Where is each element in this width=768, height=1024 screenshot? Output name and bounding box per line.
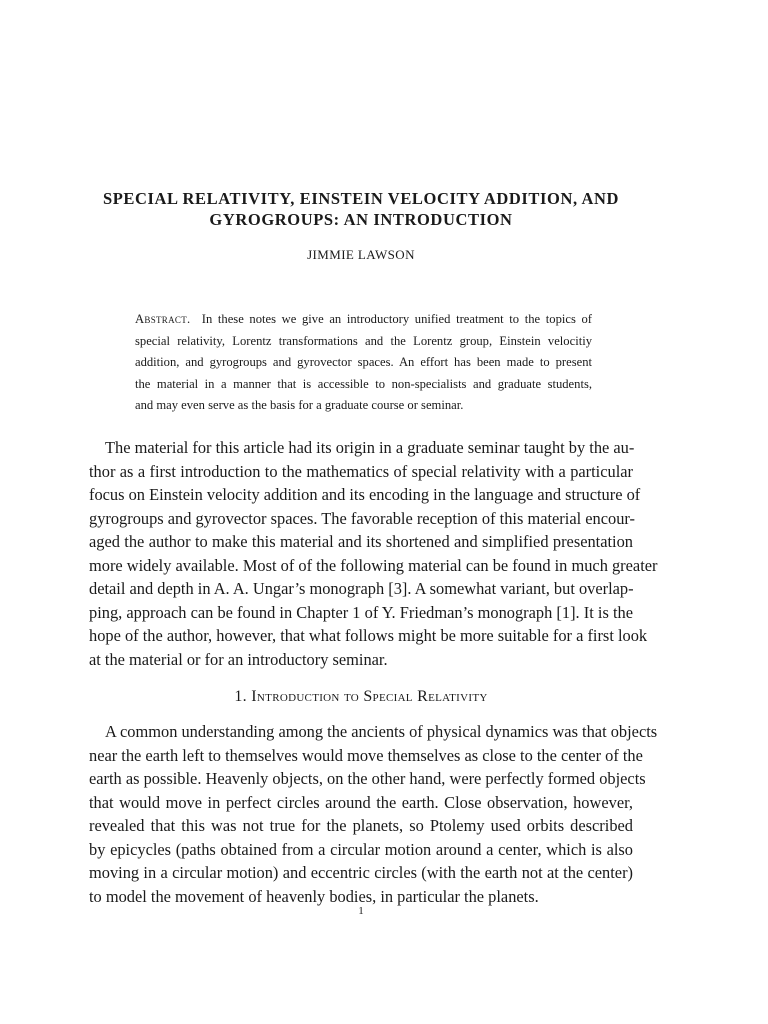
paragraph-line: thor as a first introduction to the mathematics of special relativity with a particular	[89, 461, 633, 481]
paragraph-line: hope of the author, however, that what follows might be more suitable for a first look	[89, 626, 648, 645]
paragraph-line: gyrogroups and gyrovector spaces. The favorable reception of this material encour-	[89, 508, 635, 528]
paragraph-line: detail and depth in A. A. Ungar’s monograph [3]. A somewhat variant, but overlap-	[89, 579, 634, 598]
paragraph-line: aged the author to make this material and its shortened and simplified presentation	[89, 532, 633, 551]
author-name: JIMMIE LAWSON	[307, 247, 415, 262]
section1-paragraph	[89, 720, 658, 908]
abstract-text: In these notes we give an introductory unified treatment to the topics of	[201, 312, 592, 326]
paragraph-line: revealed that this was not true for the planets, so Ptolemy used orbits described	[89, 816, 633, 835]
title-line-2: GYROGROUPS: AN INTRODUCTION	[209, 210, 513, 229]
paragraph-line: ping, approach can be found in Chapter 1 of Y. Friedman’s monograph [1]. It is the	[89, 602, 633, 622]
abstract-line: and may even serve as the basis for a graduate course or seminar.	[135, 398, 464, 412]
section-heading	[89, 688, 633, 706]
intro-paragraph	[89, 436, 658, 671]
title-line-1: SPECIAL RELATIVITY, EINSTEIN VELOCITY ADDITION, AND	[102, 189, 620, 208]
abstract-line: special relativity, Lorentz transformations and the Lorentz group, Einstein velocitiy	[135, 333, 592, 348]
paragraph-line: to model the movement of heavenly bodies, in particular the planets.	[89, 886, 539, 906]
section-title: Introduction to Special Relativity	[251, 688, 488, 705]
abstract	[135, 309, 592, 417]
paragraph-line: by epicycles (paths obtained from a circular motion around a center, which is also	[89, 839, 633, 859]
paragraph-line: near the earth left to themselves would move themselves as close to the center of the	[89, 745, 643, 765]
paragraph-line: The material for this article had its origin in a graduate seminar taught by the au-	[105, 438, 635, 457]
abstract-line: the material in a manner that is accessible to non-specialists and graduate students,	[135, 376, 592, 391]
paragraph-line: more widely available. Most of of the following material can be found in much greater	[89, 555, 658, 575]
paper-title	[60, 188, 662, 230]
paragraph-line: focus on Einstein velocity addition and its encoding in the language and structure of	[89, 485, 641, 504]
section-number: 1.	[234, 688, 247, 705]
paragraph-line: earth as possible. Heavenly objects, on the other hand, were perfectly formed objects	[89, 769, 646, 788]
abstract-line	[135, 309, 592, 331]
paragraph-line: A common understanding among the ancients of physical dynamics was that objects	[105, 722, 658, 741]
paragraph-line: at the material or for an introductory seminar.	[89, 649, 388, 669]
paragraph-line: that would move in perfect circles around the earth. Close observation, however,	[89, 792, 633, 812]
abstract-line: addition, and gyrogroups and gyrovector spaces. An effort has been made to present	[135, 355, 592, 369]
page-number: 1	[358, 905, 364, 917]
paragraph-line: moving in a circular motion) and eccentric circles (with the earth not at the center)	[89, 863, 633, 882]
abstract-label: Abstract.	[135, 312, 191, 326]
